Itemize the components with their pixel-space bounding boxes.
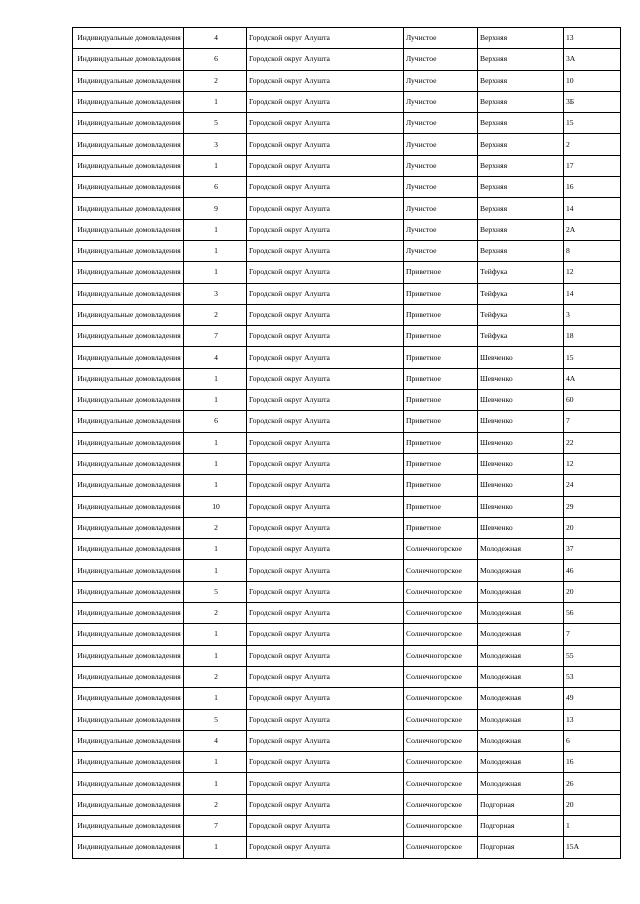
- cell-district: Городской округ Алушта: [247, 219, 404, 240]
- cell-settlement: Лучистое: [404, 49, 478, 70]
- table-row: [73, 390, 621, 411]
- cell-settlement: Лучистое: [404, 28, 478, 49]
- cell-street: Молодежная: [478, 539, 564, 560]
- table-row: [73, 198, 621, 219]
- table-row: [73, 49, 621, 70]
- cell-house: 55: [564, 645, 621, 666]
- cell-street: Подгорная: [478, 837, 564, 858]
- cell-district: Городской округ Алушта: [247, 666, 404, 687]
- cell-type: Индивидуальные домовладения: [73, 113, 184, 134]
- cell-type: Индивидуальные домовладения: [73, 91, 184, 112]
- cell-settlement: Солнечногорское: [404, 688, 478, 709]
- cell-type: Индивидуальные домовладения: [73, 837, 184, 858]
- table-row: [73, 624, 621, 645]
- cell-house: 53: [564, 666, 621, 687]
- cell-settlement: Приветное: [404, 432, 478, 453]
- cell-count: 1: [184, 91, 247, 112]
- cell-count: 2: [184, 603, 247, 624]
- cell-district: Городской округ Алушта: [247, 368, 404, 389]
- cell-street: Подгорная: [478, 815, 564, 836]
- cell-house: 2: [564, 134, 621, 155]
- cell-settlement: Солнечногорское: [404, 815, 478, 836]
- cell-settlement: Приветное: [404, 283, 478, 304]
- cell-street: Шевченко: [478, 432, 564, 453]
- cell-count: 1: [184, 453, 247, 474]
- cell-count: 1: [184, 240, 247, 261]
- cell-type: Индивидуальные домовладения: [73, 730, 184, 751]
- cell-street: Шевченко: [478, 347, 564, 368]
- cell-count: 2: [184, 517, 247, 538]
- cell-settlement: Лучистое: [404, 198, 478, 219]
- table-row: [73, 603, 621, 624]
- cell-street: Тейфука: [478, 326, 564, 347]
- table-row: [73, 411, 621, 432]
- cell-house: 20: [564, 794, 621, 815]
- cell-house: 2А: [564, 219, 621, 240]
- cell-count: 5: [184, 581, 247, 602]
- cell-street: Молодежная: [478, 581, 564, 602]
- cell-settlement: Приветное: [404, 517, 478, 538]
- cell-street: Шевченко: [478, 411, 564, 432]
- cell-street: Верхняя: [478, 70, 564, 91]
- cell-settlement: Лучистое: [404, 70, 478, 91]
- cell-house: 60: [564, 390, 621, 411]
- cell-street: Шевченко: [478, 496, 564, 517]
- cell-type: Индивидуальные домовладения: [73, 304, 184, 325]
- cell-count: 6: [184, 411, 247, 432]
- cell-district: Городской округ Алушта: [247, 815, 404, 836]
- cell-settlement: Солнечногорское: [404, 730, 478, 751]
- cell-house: 20: [564, 517, 621, 538]
- cell-settlement: Солнечногорское: [404, 666, 478, 687]
- table-row: [73, 539, 621, 560]
- cell-house: 16: [564, 752, 621, 773]
- cell-type: Индивидуальные домовладения: [73, 709, 184, 730]
- cell-street: Верхняя: [478, 240, 564, 261]
- cell-count: 6: [184, 177, 247, 198]
- cell-count: 3: [184, 283, 247, 304]
- cell-house: 12: [564, 453, 621, 474]
- cell-type: Индивидуальные домовладения: [73, 432, 184, 453]
- table-row: [73, 709, 621, 730]
- cell-settlement: Солнечногорское: [404, 645, 478, 666]
- cell-house: 14: [564, 198, 621, 219]
- cell-district: Городской округ Алушта: [247, 603, 404, 624]
- cell-house: 15: [564, 113, 621, 134]
- cell-count: 4: [184, 28, 247, 49]
- cell-street: Верхняя: [478, 134, 564, 155]
- cell-house: 7: [564, 624, 621, 645]
- cell-type: Индивидуальные домовладения: [73, 453, 184, 474]
- cell-count: 1: [184, 432, 247, 453]
- cell-type: Индивидуальные домовладения: [73, 539, 184, 560]
- cell-type: Индивидуальные домовладения: [73, 773, 184, 794]
- cell-street: Верхняя: [478, 113, 564, 134]
- cell-count: 1: [184, 645, 247, 666]
- table-row: [73, 240, 621, 261]
- cell-type: Индивидуальные домовладения: [73, 411, 184, 432]
- cell-street: Верхняя: [478, 91, 564, 112]
- cell-house: 1: [564, 815, 621, 836]
- cell-count: 4: [184, 347, 247, 368]
- cell-type: Индивидуальные домовладения: [73, 177, 184, 198]
- cell-district: Городской округ Алушта: [247, 730, 404, 751]
- cell-house: 24: [564, 475, 621, 496]
- cell-district: Городской округ Алушта: [247, 347, 404, 368]
- cell-district: Городской округ Алушта: [247, 517, 404, 538]
- cell-district: Городской округ Алушта: [247, 390, 404, 411]
- cell-settlement: Солнечногорское: [404, 581, 478, 602]
- table-body: [73, 28, 621, 859]
- cell-type: Индивидуальные домовладения: [73, 155, 184, 176]
- cell-district: Городской округ Алушта: [247, 28, 404, 49]
- cell-street: Верхняя: [478, 155, 564, 176]
- table-row: [73, 475, 621, 496]
- cell-type: Индивидуальные домовладения: [73, 517, 184, 538]
- cell-street: Молодежная: [478, 560, 564, 581]
- table-row: [73, 262, 621, 283]
- cell-type: Индивидуальные домовладения: [73, 794, 184, 815]
- cell-count: 10: [184, 496, 247, 517]
- cell-street: Шевченко: [478, 453, 564, 474]
- cell-count: 1: [184, 155, 247, 176]
- cell-count: 9: [184, 198, 247, 219]
- cell-type: Индивидуальные домовладения: [73, 581, 184, 602]
- cell-settlement: Лучистое: [404, 134, 478, 155]
- cell-settlement: Солнечногорское: [404, 560, 478, 581]
- cell-type: Индивидуальные домовладения: [73, 347, 184, 368]
- cell-type: Индивидуальные домовладения: [73, 240, 184, 261]
- cell-count: 4: [184, 730, 247, 751]
- cell-house: 46: [564, 560, 621, 581]
- table-row: [73, 496, 621, 517]
- cell-settlement: Приветное: [404, 411, 478, 432]
- cell-house: 18: [564, 326, 621, 347]
- cell-street: Молодежная: [478, 730, 564, 751]
- cell-type: Индивидуальные домовладения: [73, 560, 184, 581]
- cell-type: Индивидуальные домовладения: [73, 603, 184, 624]
- cell-district: Городской округ Алушта: [247, 752, 404, 773]
- cell-street: Молодежная: [478, 709, 564, 730]
- cell-district: Городской округ Алушта: [247, 453, 404, 474]
- table-row: [73, 155, 621, 176]
- cell-count: 1: [184, 262, 247, 283]
- cell-street: Шевченко: [478, 368, 564, 389]
- cell-street: Шевченко: [478, 517, 564, 538]
- cell-district: Городской округ Алушта: [247, 645, 404, 666]
- cell-district: Городской округ Алушта: [247, 688, 404, 709]
- cell-settlement: Приветное: [404, 453, 478, 474]
- cell-count: 7: [184, 326, 247, 347]
- cell-type: Индивидуальные домовладения: [73, 283, 184, 304]
- cell-settlement: Лучистое: [404, 219, 478, 240]
- cell-house: 6: [564, 730, 621, 751]
- cell-count: 1: [184, 390, 247, 411]
- cell-type: Индивидуальные домовладения: [73, 49, 184, 70]
- cell-street: Верхняя: [478, 28, 564, 49]
- cell-house: 15А: [564, 837, 621, 858]
- cell-type: Индивидуальные домовладения: [73, 219, 184, 240]
- cell-house: 8: [564, 240, 621, 261]
- cell-house: 56: [564, 603, 621, 624]
- cell-house: 49: [564, 688, 621, 709]
- table-row: [73, 70, 621, 91]
- cell-type: Индивидуальные домовладения: [73, 688, 184, 709]
- cell-count: 1: [184, 539, 247, 560]
- table-row: [73, 453, 621, 474]
- cell-type: Индивидуальные домовладения: [73, 645, 184, 666]
- cell-house: 7: [564, 411, 621, 432]
- table-row: [73, 432, 621, 453]
- cell-settlement: Приветное: [404, 262, 478, 283]
- cell-street: Подгорная: [478, 794, 564, 815]
- cell-street: Молодежная: [478, 688, 564, 709]
- cell-house: 13: [564, 28, 621, 49]
- cell-street: Шевченко: [478, 390, 564, 411]
- cell-street: Молодежная: [478, 666, 564, 687]
- cell-count: 2: [184, 794, 247, 815]
- cell-count: 5: [184, 113, 247, 134]
- cell-settlement: Лучистое: [404, 91, 478, 112]
- cell-house: 4А: [564, 368, 621, 389]
- cell-street: Молодежная: [478, 624, 564, 645]
- cell-house: 16: [564, 177, 621, 198]
- cell-type: Индивидуальные домовладения: [73, 70, 184, 91]
- table-row: [73, 219, 621, 240]
- cell-house: 29: [564, 496, 621, 517]
- cell-street: Молодежная: [478, 603, 564, 624]
- cell-settlement: Солнечногорское: [404, 539, 478, 560]
- cell-settlement: Приветное: [404, 304, 478, 325]
- table-row: [73, 815, 621, 836]
- cell-count: 1: [184, 688, 247, 709]
- cell-street: Молодежная: [478, 752, 564, 773]
- cell-district: Городской округ Алушта: [247, 134, 404, 155]
- cell-district: Городской округ Алушта: [247, 326, 404, 347]
- cell-settlement: Приветное: [404, 475, 478, 496]
- table-row: [73, 837, 621, 858]
- table-row: [73, 113, 621, 134]
- cell-type: Индивидуальные домовладения: [73, 28, 184, 49]
- cell-count: 1: [184, 773, 247, 794]
- cell-district: Городской округ Алушта: [247, 624, 404, 645]
- cell-district: Городской округ Алушта: [247, 240, 404, 261]
- cell-type: Индивидуальные домовладения: [73, 666, 184, 687]
- cell-settlement: Приветное: [404, 326, 478, 347]
- cell-street: Тейфука: [478, 262, 564, 283]
- cell-district: Городской округ Алушта: [247, 177, 404, 198]
- cell-street: Шевченко: [478, 475, 564, 496]
- cell-district: Городской округ Алушта: [247, 304, 404, 325]
- cell-district: Городской округ Алушта: [247, 709, 404, 730]
- cell-settlement: Приветное: [404, 390, 478, 411]
- cell-settlement: Приветное: [404, 347, 478, 368]
- table-row: [73, 304, 621, 325]
- cell-street: Молодежная: [478, 645, 564, 666]
- cell-count: 1: [184, 219, 247, 240]
- address-table: [72, 27, 621, 859]
- cell-house: 3А: [564, 49, 621, 70]
- cell-count: 5: [184, 709, 247, 730]
- table-row: [73, 283, 621, 304]
- cell-type: Индивидуальные домовладения: [73, 390, 184, 411]
- cell-count: 1: [184, 368, 247, 389]
- table-row: [73, 773, 621, 794]
- table-row: [73, 326, 621, 347]
- cell-district: Городской округ Алушта: [247, 773, 404, 794]
- cell-type: Индивидуальные домовладения: [73, 134, 184, 155]
- cell-count: 2: [184, 70, 247, 91]
- cell-settlement: Солнечногорское: [404, 603, 478, 624]
- table-row: [73, 730, 621, 751]
- cell-type: Индивидуальные домовладения: [73, 262, 184, 283]
- cell-street: Верхняя: [478, 177, 564, 198]
- table-row: [73, 581, 621, 602]
- cell-street: Верхняя: [478, 49, 564, 70]
- cell-district: Городской округ Алушта: [247, 283, 404, 304]
- table-row: [73, 560, 621, 581]
- cell-street: Верхняя: [478, 219, 564, 240]
- table-row: [73, 688, 621, 709]
- cell-house: 10: [564, 70, 621, 91]
- cell-district: Городской округ Алушта: [247, 49, 404, 70]
- cell-settlement: Солнечногорское: [404, 752, 478, 773]
- table-row: [73, 517, 621, 538]
- cell-house: 15: [564, 347, 621, 368]
- cell-district: Городской округ Алушта: [247, 560, 404, 581]
- cell-district: Городской округ Алушта: [247, 155, 404, 176]
- table-row: [73, 368, 621, 389]
- table-row: [73, 347, 621, 368]
- cell-count: 1: [184, 560, 247, 581]
- cell-house: 26: [564, 773, 621, 794]
- cell-settlement: Солнечногорское: [404, 773, 478, 794]
- cell-house: 12: [564, 262, 621, 283]
- cell-street: Молодежная: [478, 773, 564, 794]
- table-row: [73, 134, 621, 155]
- cell-count: 6: [184, 49, 247, 70]
- cell-district: Городской округ Алушта: [247, 837, 404, 858]
- cell-settlement: Лучистое: [404, 240, 478, 261]
- cell-count: 2: [184, 304, 247, 325]
- cell-count: 2: [184, 666, 247, 687]
- cell-type: Индивидуальные домовладения: [73, 496, 184, 517]
- cell-house: 17: [564, 155, 621, 176]
- cell-type: Индивидуальные домовладения: [73, 198, 184, 219]
- cell-district: Городской округ Алушта: [247, 262, 404, 283]
- cell-district: Городской округ Алушта: [247, 794, 404, 815]
- cell-count: 1: [184, 475, 247, 496]
- cell-count: 1: [184, 624, 247, 645]
- cell-settlement: Приветное: [404, 496, 478, 517]
- cell-house: 20: [564, 581, 621, 602]
- cell-type: Индивидуальные домовладения: [73, 326, 184, 347]
- table-row: [73, 752, 621, 773]
- cell-street: Тейфука: [478, 283, 564, 304]
- cell-type: Индивидуальные домовладения: [73, 368, 184, 389]
- cell-district: Городской округ Алушта: [247, 496, 404, 517]
- table-row: [73, 91, 621, 112]
- cell-house: 14: [564, 283, 621, 304]
- cell-street: Тейфука: [478, 304, 564, 325]
- cell-house: 13: [564, 709, 621, 730]
- cell-settlement: Приветное: [404, 368, 478, 389]
- cell-settlement: Солнечногорское: [404, 837, 478, 858]
- cell-count: 7: [184, 815, 247, 836]
- cell-type: Индивидуальные домовладения: [73, 624, 184, 645]
- cell-settlement: Лучистое: [404, 177, 478, 198]
- cell-district: Городской округ Алушта: [247, 91, 404, 112]
- cell-type: Индивидуальные домовладения: [73, 475, 184, 496]
- cell-count: 1: [184, 837, 247, 858]
- table-row: [73, 794, 621, 815]
- cell-house: 22: [564, 432, 621, 453]
- cell-district: Городской округ Алушта: [247, 70, 404, 91]
- cell-district: Городской округ Алушта: [247, 113, 404, 134]
- cell-house: 3Б: [564, 91, 621, 112]
- cell-settlement: Солнечногорское: [404, 709, 478, 730]
- cell-district: Городской округ Алушта: [247, 581, 404, 602]
- cell-house: 37: [564, 539, 621, 560]
- table-row: [73, 645, 621, 666]
- table-row: [73, 28, 621, 49]
- cell-district: Городской округ Алушта: [247, 411, 404, 432]
- cell-type: Индивидуальные домовладения: [73, 815, 184, 836]
- cell-district: Городской округ Алушта: [247, 198, 404, 219]
- cell-settlement: Солнечногорское: [404, 624, 478, 645]
- cell-district: Городской округ Алушта: [247, 475, 404, 496]
- cell-district: Городской округ Алушта: [247, 432, 404, 453]
- cell-street: Верхняя: [478, 198, 564, 219]
- cell-settlement: Лучистое: [404, 155, 478, 176]
- cell-count: 1: [184, 752, 247, 773]
- table-row: [73, 666, 621, 687]
- table-row: [73, 177, 621, 198]
- cell-district: Городской округ Алушта: [247, 539, 404, 560]
- cell-settlement: Лучистое: [404, 113, 478, 134]
- cell-type: Индивидуальные домовладения: [73, 752, 184, 773]
- cell-count: 3: [184, 134, 247, 155]
- cell-house: 3: [564, 304, 621, 325]
- cell-settlement: Солнечногорское: [404, 794, 478, 815]
